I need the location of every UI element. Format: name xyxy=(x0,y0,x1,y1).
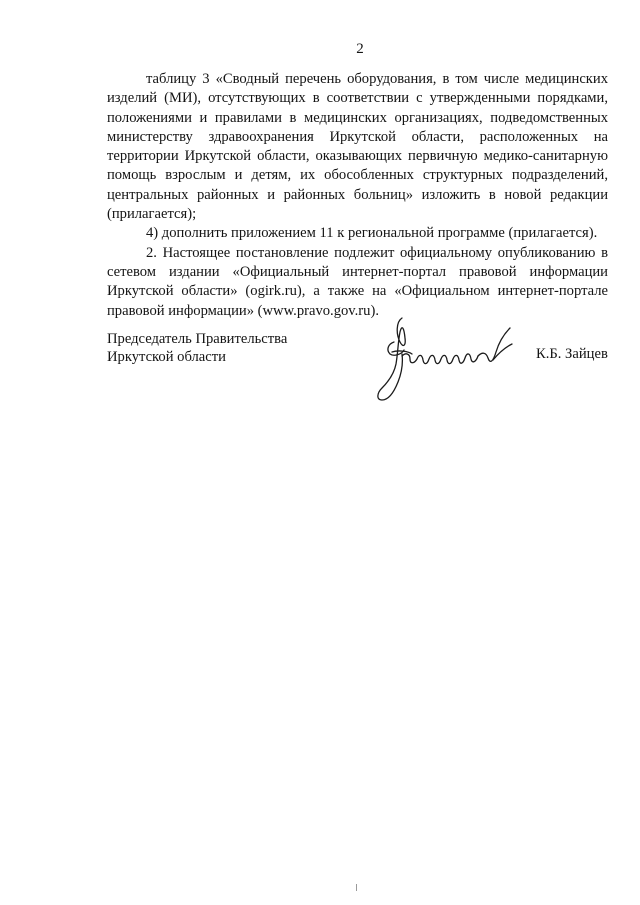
page-number: 2 xyxy=(356,41,364,57)
paragraph-table-3: таблицу 3 «Сводный перечень оборудования, в том числе медицинских изделий (МИ), отсутствующих в соответствии с утвержденными порядками, положениями и правилами в медицинских организациях, подведомственных министерству здравоохранения Иркутской области, расположенных на территории Иркутской области, оказывающих первичную медико-санитарную помощь взрослым и детям, их обособленных структурных подразделений, центральных районных и районных больниц» изложить в новой редакции (прилагается); xyxy=(107,71,608,223)
handwritten-signature xyxy=(372,312,522,407)
signatory-position-line2: Иркутской области xyxy=(107,349,226,365)
signer-name: К.Б. Зайцев xyxy=(536,346,608,362)
paragraph-annex-11: 4) дополнить приложением 11 к региональной программе (прилагается). xyxy=(146,225,598,242)
scan-speck xyxy=(356,884,357,891)
paragraph-publication: 2. Настоящее постановление подлежит официальному опубликованию в сетевом издании «Официальный интернет-портал правовой информации Иркутской области» (ogirk.ru), а также на «Официальном интернет-портале правовой информации» (www.pravo.gov.ru). xyxy=(107,244,608,319)
signatory-position xyxy=(107,330,287,366)
document-body xyxy=(107,70,608,321)
signatory-position-line1: Председатель Правительства xyxy=(107,331,288,347)
